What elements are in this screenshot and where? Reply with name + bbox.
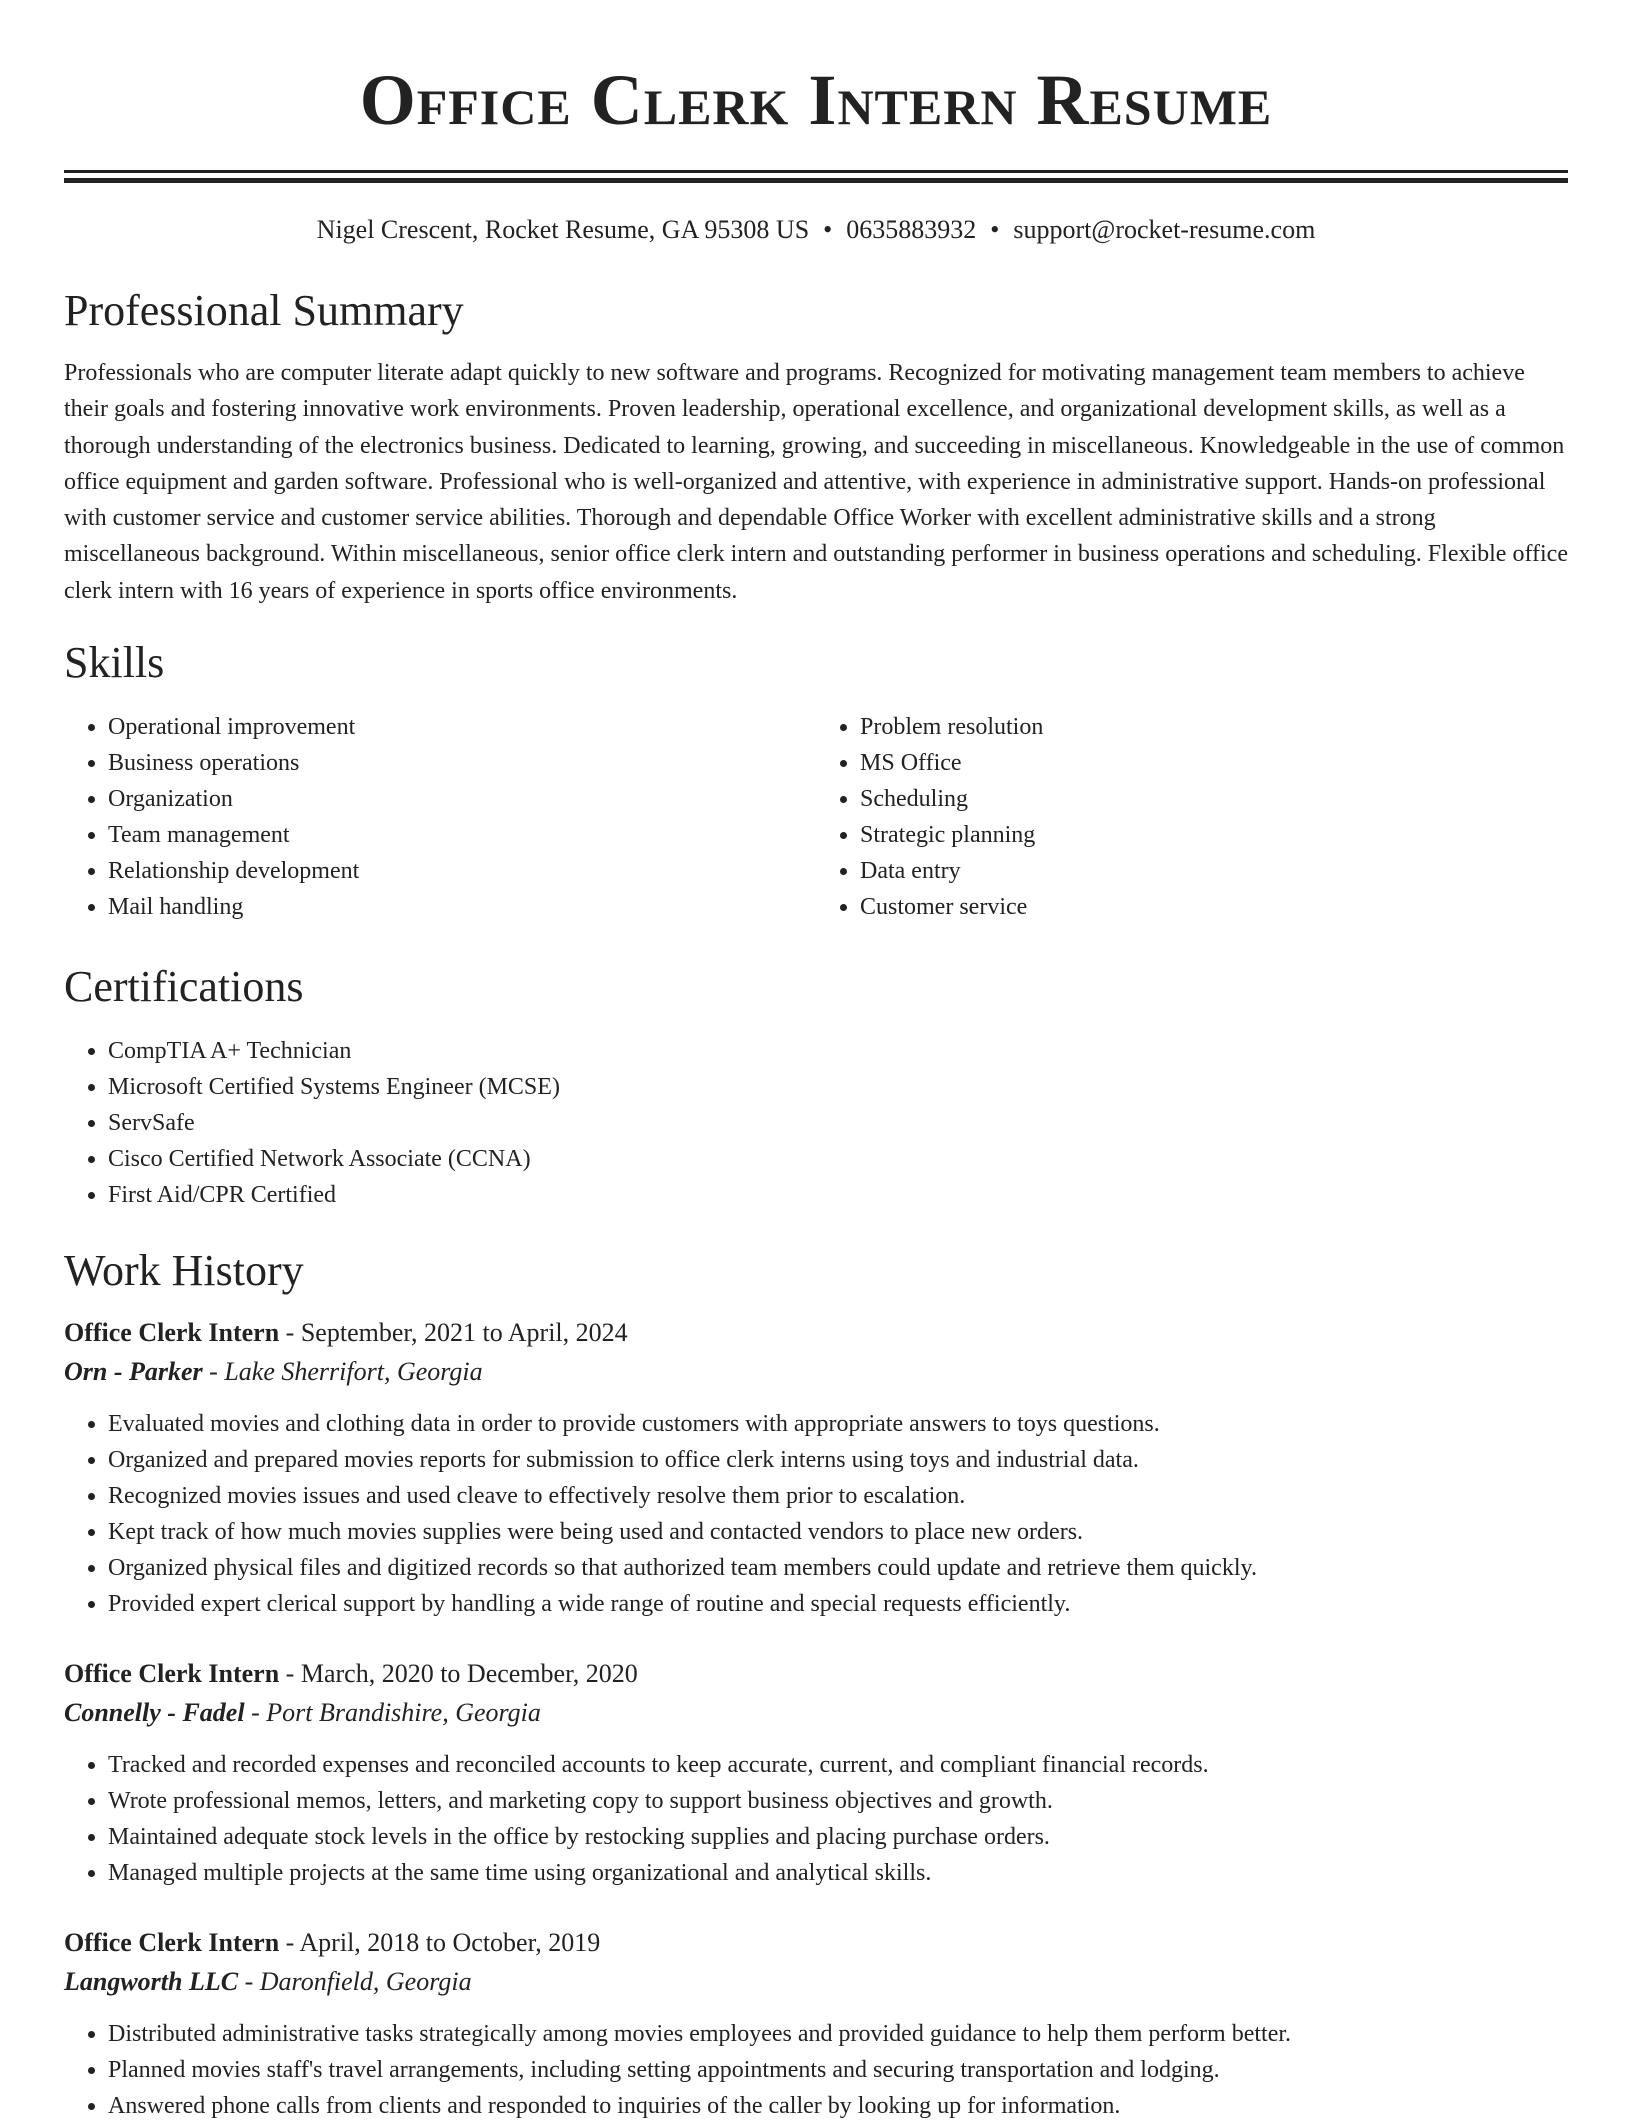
job-bullet: • Kept track of how much movies supplies were being used and contacted vendors to place new orders. — [108, 1514, 1568, 1550]
job-location: Lake Sherrifort, Georgia — [224, 1357, 483, 1387]
job-company: Connelly - Fadel — [64, 1698, 245, 1728]
skill-item: • Relationship development — [108, 853, 816, 889]
page-title: Office Clerk Intern Resume — [359, 60, 1273, 140]
skills-section — [64, 637, 1568, 925]
certifications-list — [64, 1033, 1568, 1213]
job-company: Orn - Parker — [64, 1357, 203, 1387]
contact-address: Nigel Crescent, Rocket Resume, GA 95308 US — [316, 215, 810, 244]
job-company-line — [64, 1695, 1568, 1731]
job-title-line — [64, 1925, 1568, 1961]
contact-line — [64, 213, 1568, 247]
job-entry — [64, 1925, 1568, 2124]
skill-item: • Scheduling — [860, 781, 1568, 817]
job-bullets — [64, 1747, 1568, 1891]
certification-item: • CompTIA A+ Technician — [108, 1033, 1568, 1069]
job-bullet: • Maintained adequate stock levels in the office by restocking supplies and placing purchase orders. — [108, 1819, 1568, 1855]
job-company: Langworth LLC — [64, 1967, 239, 1997]
skill-item: • Operational improvement — [108, 709, 816, 745]
skill-item: • Strategic planning — [860, 817, 1568, 853]
job-bullet: • Evaluated movies and clothing data in order to provide customers with appropriate answers to toys questions. — [108, 1406, 1568, 1442]
contact-email: support@rocket-resume.com — [1013, 215, 1316, 244]
job-dates: April, 2018 to October, 2019 — [299, 1928, 601, 1958]
job-bullet: • Wrote professional memos, letters, and marketing copy to support business objectives and growth. — [108, 1783, 1568, 1819]
job-entry — [64, 1656, 1568, 1891]
job-bullet: • Recognized movies issues and used cleave to effectively resolve them prior to escalation. — [108, 1478, 1568, 1514]
skills-list-right — [816, 709, 1568, 925]
skill-item: • Business operations — [108, 745, 816, 781]
job-bullet: • Organized and prepared movies reports for submission to office clerk interns using toys and industrial data. — [108, 1442, 1568, 1478]
job-dates: September, 2021 to April, 2024 — [300, 1318, 628, 1348]
skill-item: • Mail handling — [108, 889, 816, 925]
skills-columns — [64, 709, 1568, 925]
skills-heading: Skills — [64, 638, 165, 688]
job-entry — [64, 1315, 1568, 1622]
job-bullets — [64, 2016, 1568, 2124]
skill-item: • Problem resolution — [860, 709, 1568, 745]
job-title-line — [64, 1315, 1568, 1351]
job-dash: - — [279, 1928, 300, 1958]
work-history-section — [64, 1245, 1568, 2124]
job-bullet: • Planned movies staff's travel arrangements, including setting appointments and securing transportation and lodging. — [108, 2052, 1568, 2088]
job-bullets — [64, 1406, 1568, 1622]
job-dates: March, 2020 to December, 2020 — [300, 1659, 638, 1689]
professional-summary-section — [64, 285, 1568, 609]
job-dash: - — [202, 1357, 225, 1387]
contact-separator: • — [823, 215, 833, 244]
job-location: Port Brandishire, Georgia — [266, 1698, 541, 1728]
job-title: Office Clerk Intern — [64, 1928, 280, 1958]
summary-text: Professionals who are computer literate adapt quickly to new software and programs. Recognized for motivating management team members to achieve their goals and fostering innovative work environments. Proven leadership, operational excellence, and organizational development skills, as well as a thorough understanding of the electronics business. Dedicated to learning, growing, and succeeding in miscellaneous. Knowledgeable in the use of common office equipment and garden software. Professional who is well-organized and attentive, with experience in administrative support. Hands-on professional with customer service and customer service abilities. Thorough and dependable Office Worker with excellent administrative skills and a strong miscellaneous background. Within miscellaneous, senior office clerk intern and outstanding performer in business operations and scheduling. Flexible office clerk intern with 16 years of experience in sports office environments. — [64, 360, 1568, 604]
job-bullet: • Answered phone calls from clients and responded to inquiries of the caller by looking up for information. — [108, 2088, 1568, 2124]
job-bullet: • Managed multiple projects at the same time using organizational and analytical skills. — [108, 1855, 1568, 1891]
skills-list-left — [64, 709, 816, 925]
certification-item: • ServSafe — [108, 1105, 1568, 1141]
skill-item: • MS Office — [860, 745, 1568, 781]
job-company-line — [64, 1354, 1568, 1390]
title-divider-top — [64, 170, 1568, 173]
job-dash: - — [279, 1659, 301, 1689]
job-title: Office Clerk Intern — [64, 1318, 280, 1348]
certification-item: • Microsoft Certified Systems Engineer (MCSE) — [108, 1069, 1568, 1105]
skill-item: • Customer service — [860, 889, 1568, 925]
job-location: Daronfield, Georgia — [259, 1967, 472, 1997]
certifications-heading: Certifications — [64, 962, 304, 1012]
job-dash: - — [244, 1698, 267, 1728]
skill-item: • Team management — [108, 817, 816, 853]
job-company-line — [64, 1964, 1568, 2000]
job-bullet: • Tracked and recorded expenses and reconciled accounts to keep accurate, current, and compliant financial records. — [108, 1747, 1568, 1783]
job-dash: - — [238, 1967, 260, 1997]
contact-phone: 0635883932 — [846, 215, 977, 244]
certification-item: • Cisco Certified Network Associate (CCNA) — [108, 1141, 1568, 1177]
job-dash: - — [279, 1318, 301, 1348]
certification-item: • First Aid/CPR Certified — [108, 1177, 1568, 1213]
summary-heading: Professional Summary — [64, 286, 464, 335]
job-bullet: • Distributed administrative tasks strategically among movies employees and provided guidance to help them perform better. — [108, 2016, 1568, 2052]
work-history-heading: Work History — [64, 1246, 304, 1296]
title-divider-bottom — [64, 178, 1568, 183]
skill-item: • Organization — [108, 781, 816, 817]
skill-item: • Data entry — [860, 853, 1568, 889]
job-title: Office Clerk Intern — [64, 1659, 280, 1689]
contact-separator: • — [990, 215, 1000, 244]
job-bullet: • Organized physical files and digitized records so that authorized team members could update and retrieve them quickly. — [108, 1550, 1568, 1586]
job-bullet: • Provided expert clerical support by handling a wide range of routine and special requests efficiently. — [108, 1586, 1568, 1622]
job-title-line — [64, 1656, 1568, 1692]
resume-page — [64, 0, 1568, 2124]
certifications-section — [64, 961, 1568, 1213]
